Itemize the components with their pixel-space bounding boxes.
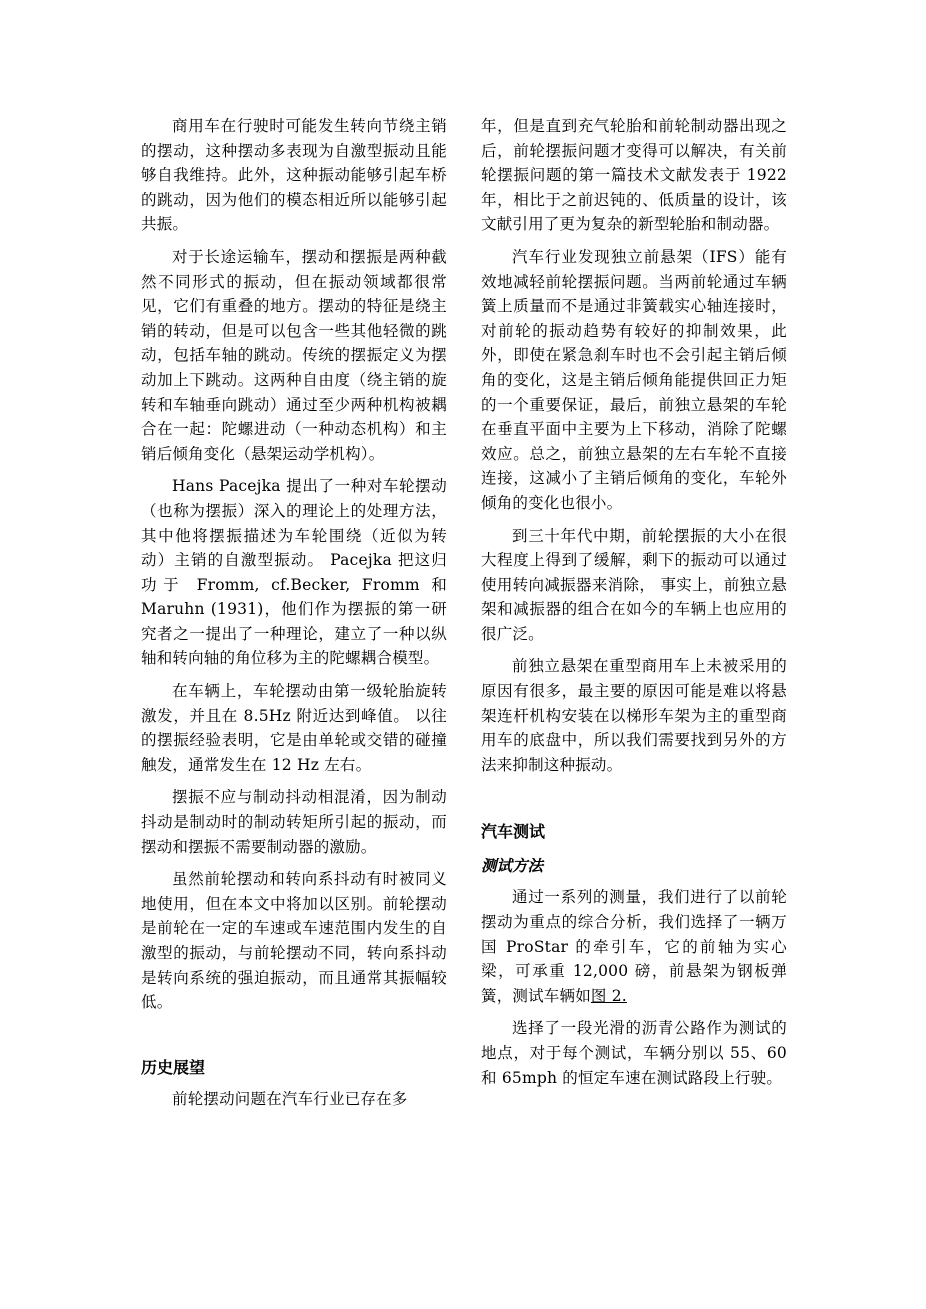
paragraph-history-continued: 年，但是直到充气轮胎和前轮制动器出现之后，前轮摆振问题才变得可以解决，有关前轮摆振问题的第一篇技术文献发表于 1922 年，相比于之前迟钝的、低质量的设计，该文献引用了更为复杂的新型轮胎和制动器。 [481, 117, 787, 234]
paragraph-history-start: 前轮摆动问题在汽车行业已存在多 [172, 1089, 408, 1108]
paragraph-excitation: 在车辆上，车轮摆动由第一级轮胎旋转激发，并且在 8.5Hz 附近达到峰值。 以往的摆振经验表明，它是由单轮或交错的碰撞触发，通常发生在 12 Hz 左右。 [141, 682, 447, 774]
paragraph-wobble-vs-shimmy: 对于长途运输车，摆动和摆振是两种截然不同形式的振动，但在振动领域都很常见，它们有重叠的地方。摆动的特征是绕主销的转动，但是可以包含一些其他轻微的跳动，包括车轴的跳动。传统的摆振定义为摆动加上下跳动。这两种自由度（绕主销的旋转和车轴垂向跳动）通过至少两种机构被耦合在一起：陀螺进动（一种动态机构）和主销后倾角变化（悬架运动学机构）。 [141, 247, 447, 463]
paragraph-thirties: 到三十年代中期，前轮摆振的大小在很大程度上得到了缓解，剩下的振动可以通过使用转向减振器来消除， 事实上，前独立悬架和减振器的组合在如今的车辆上也应用的很广泛。 [481, 526, 787, 643]
subsection-heading-test-method: 测试方法 [481, 857, 544, 876]
paragraph-brake-judder: 摆振不应与制动抖动相混淆，因为制动抖动是制动时的制动转矩所引起的振动，而摆动和摆振不需要制动器的激励。 [141, 788, 447, 856]
figure-2-link[interactable]: 图 2. [590, 986, 627, 1005]
section-heading-vehicle-test: 汽车测试 [481, 822, 546, 842]
right-column [481, 114, 787, 1098]
section-heading-history: 历史展望 [141, 1057, 206, 1077]
left-column [141, 114, 447, 1119]
test-vehicle-text: 通过一系列的测量，我们进行了以前轮摆动为重点的综合分析，我们选择了一辆万国 ProStar 的牵引车，它的前轴为实心梁，可承重 12,000 磅，前悬架为钢板弹簧，测试车辆如 [481, 888, 787, 1005]
paragraph-pacejka: Hans Pacejka 提出了一种对车轮摆动（也称为摆振）深入的理论上的处理方法，其中他将摆振描述为车轮围绕（近似为转动）主销的自激型振动。 Pacejka 把这归功于 Fromm, cf.Becker, Fromm 和 Maruhn (1931)，他们作为摆振的第一研究者之一提出了一种理论，建立了一种以纵轴和转向轴的角位移为主的陀螺耦合模型。 [141, 477, 447, 668]
paragraph-test-vehicle [481, 885, 787, 1008]
paragraph-ifs: 汽车行业发现独立前悬架（IFS）能有效地减轻前轮摆振问题。当两前轮通过车辆簧上质量而不是通过非簧载实心轴连接时，对前轮的振动趋势有较好的抑制效果，此外，即使在紧急刹车时也不会引起主销后倾角的变化，这是主销后倾角能提供回正力矩的一个重要保证，最后，前独立悬架的车轮在垂直平面中主要为上下移动，消除了陀螺效应。总之，前独立悬架的左右车轮不直接连接，这减小了主销后倾角的变化，车轮外倾角的变化也很小。 [481, 247, 787, 512]
paragraph-wobble-intro: 商用车在行驶时可能发生转向节绕主销的摆动，这种摆动多表现为自激型振动且能够自我维持。此外，这种振动能够引起车桥的跳动，因为他们的模态相近所以能够引起共振。 [141, 117, 447, 234]
paragraph-test-road: 选择了一段光滑的沥青公路作为测试的地点，对于每个测试，车辆分别以 55、60 和 65mph 的恒定车速在测试路段上行驶。 [481, 1019, 787, 1087]
paragraph-heavy-vehicles: 前独立悬架在重型商用车上未被采用的原因有很多，最主要的原因可能是难以将悬架连杆机构安装在以梯形车架为主的重型商用车的底盘中，所以我们需要找到另外的方法来抑制这种振动。 [481, 657, 787, 774]
paragraph-steering-shake: 虽然前轮摆动和转向系抖动有时被同义地使用，但在本文中将加以区别。前轮摆动是前轮在一定的车速或车速范围内发生的自激型的振动，与前轮摆动不同，转向系抖动是转向系统的强迫振动，而且通常其振幅较低。 [141, 870, 447, 1012]
